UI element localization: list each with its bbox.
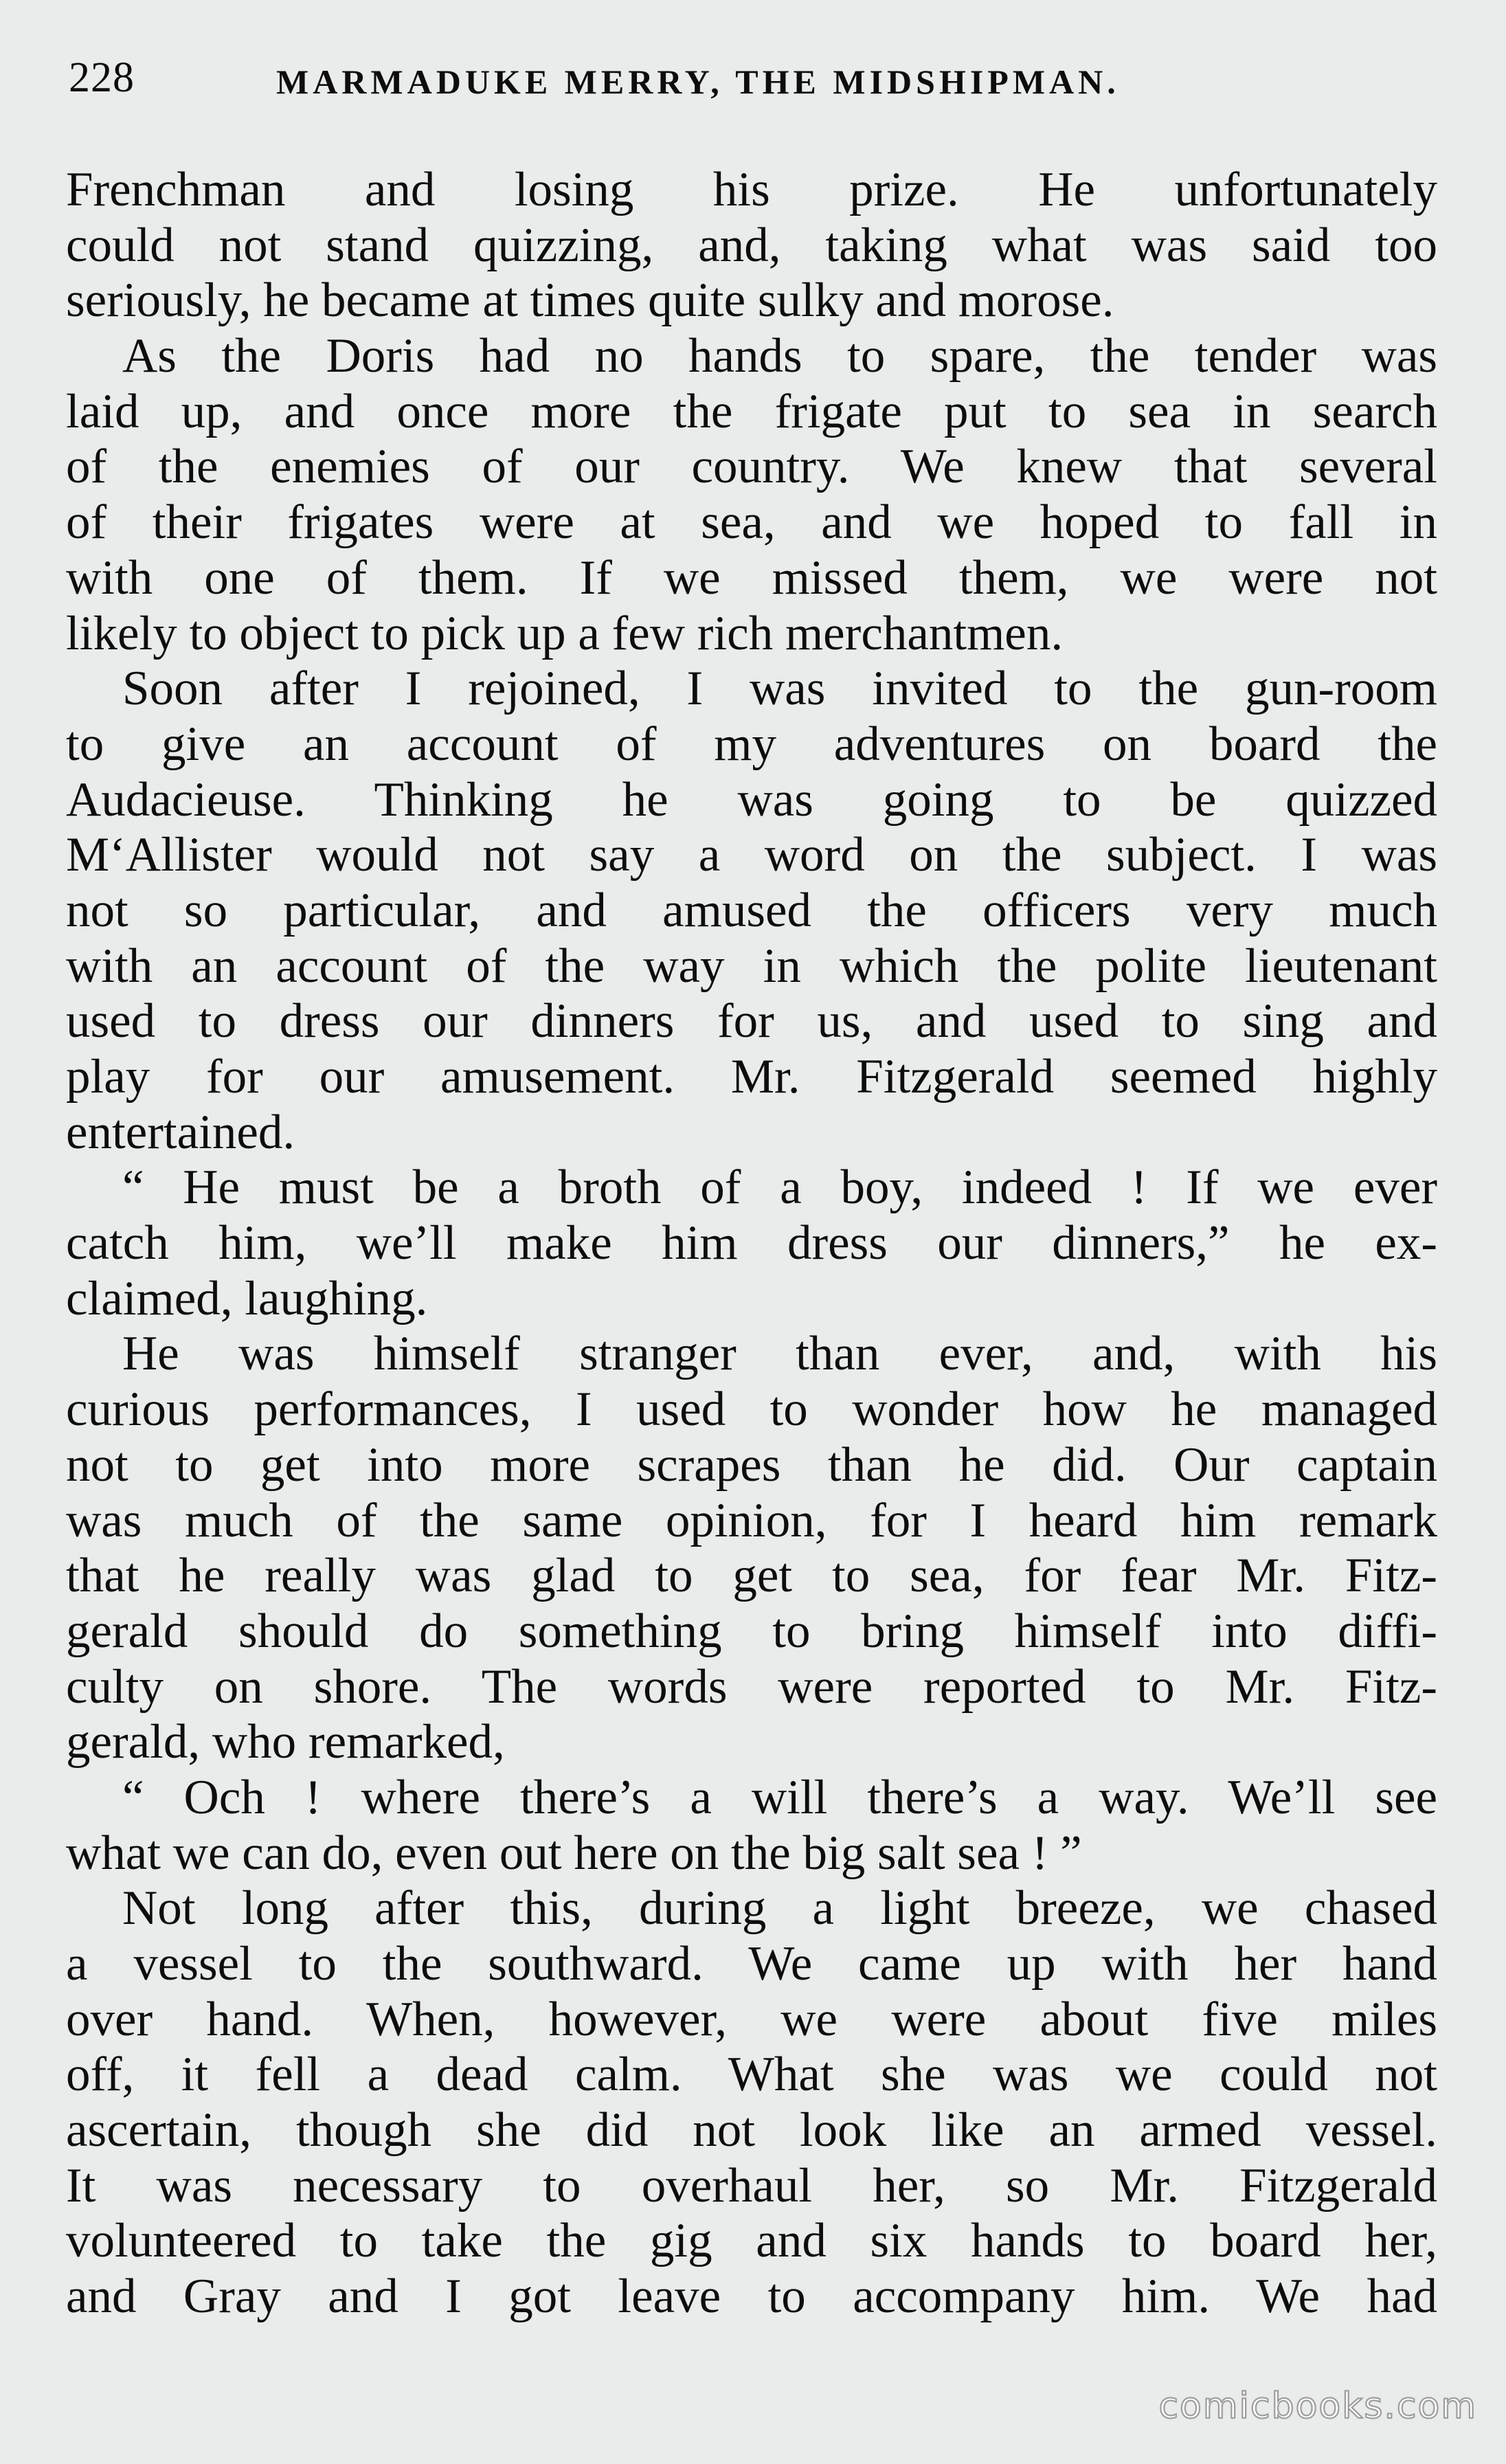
text-line: Audacieuse. Thinking he was going to be quizzed bbox=[66, 772, 1437, 827]
text-line: entertained. bbox=[66, 1105, 295, 1159]
text-line: seriously, he became at times quite sulky and morose. bbox=[66, 273, 1114, 328]
text-line: He was himself stranger than ever, and, with his bbox=[122, 1327, 1437, 1381]
text-line: It was necessary to overhaul her, so Mr. Fitzgerald bbox=[66, 2158, 1437, 2213]
text-line: with one of them. If we missed them, we were not bbox=[66, 550, 1437, 605]
text-line: was much of the same opinion, for I heard him remark bbox=[66, 1493, 1437, 1547]
text-line: a vessel to the southward. We came up with her hand bbox=[66, 1937, 1437, 1991]
text-line: gerald should do something to bring himself into diffi- bbox=[66, 1604, 1437, 1658]
text-line: laid up, and once more the frigate put to sea in search bbox=[66, 384, 1437, 438]
text-line: and Gray and I got leave to accompany him. We had bbox=[66, 2270, 1437, 2324]
text-line: to give an account of my adventures on board the bbox=[66, 717, 1437, 771]
text-line: off, it fell a dead calm. What she was we could not bbox=[66, 2048, 1437, 2102]
text-line: gerald, who remarked, bbox=[66, 1715, 505, 1769]
running-title: MARMADUKE MERRY, THE MIDSHIPMAN. bbox=[276, 63, 1120, 101]
body-text bbox=[66, 162, 1437, 2325]
text-line: catch him, we’ll make him dress our dinners,” he ex- bbox=[66, 1216, 1437, 1270]
watermark: comicbooks.com bbox=[1158, 2386, 1477, 2427]
text-line: ascertain, though she did not look like an armed vessel. bbox=[66, 2103, 1437, 2158]
text-line: volunteered to take the gig and six hands to board her, bbox=[66, 2214, 1437, 2268]
text-line: curious performances, I used to wonder how he managed bbox=[66, 1382, 1437, 1437]
text-line: could not stand quizzing, and, taking what was said too bbox=[66, 218, 1437, 272]
text-line: Not long after this, during a light breeze, we chased bbox=[122, 1881, 1437, 1936]
text-line: As the Doris had no hands to spare, the tender was bbox=[122, 329, 1437, 383]
text-line: likely to object to pick up a few rich merchantmen. bbox=[66, 606, 1064, 660]
text-line: Soon after I rejoined, I was invited to the gun-room bbox=[122, 662, 1437, 716]
page-header bbox=[69, 54, 1443, 122]
text-line: with an account of the way in which the polite lieutenant bbox=[66, 939, 1437, 993]
text-line: culty on shore. The words were reported to Mr. Fitz- bbox=[66, 1659, 1437, 1714]
text-line: M‘Allister would not say a word on the subject. I was bbox=[66, 828, 1437, 882]
text-line: Frenchman and losing his prize. He unfortunately bbox=[66, 163, 1437, 216]
text-line: of the enemies of our country. We knew that several bbox=[66, 440, 1437, 494]
text-line: used to dress our dinners for us, and used to sing and bbox=[66, 994, 1437, 1049]
text-line: claimed, laughing. bbox=[66, 1271, 428, 1325]
text-line: not to get into more scrapes than he did. Our captain bbox=[66, 1437, 1437, 1492]
text-line: over hand. When, however, we were about five miles bbox=[66, 1992, 1437, 2046]
text-line: what we can do, even out here on the big salt sea ! ” bbox=[66, 1826, 1082, 1880]
text-line: of their frigates were at sea, and we hoped to fall in bbox=[66, 495, 1437, 550]
text-line: “ He must be a broth of a boy, indeed ! If we ever bbox=[122, 1161, 1437, 1215]
text-line: not so particular, and amused the officers very much bbox=[66, 883, 1437, 937]
text-line: “ Och ! where there’s a will there’s a way. We’ll see bbox=[122, 1770, 1437, 1824]
page-number: 228 bbox=[69, 54, 135, 101]
text-line: play for our amusement. Mr. Fitzgerald seemed highly bbox=[66, 1050, 1437, 1104]
text-line: that he really was glad to get to sea, for fear Mr. Fitz- bbox=[66, 1549, 1437, 1603]
